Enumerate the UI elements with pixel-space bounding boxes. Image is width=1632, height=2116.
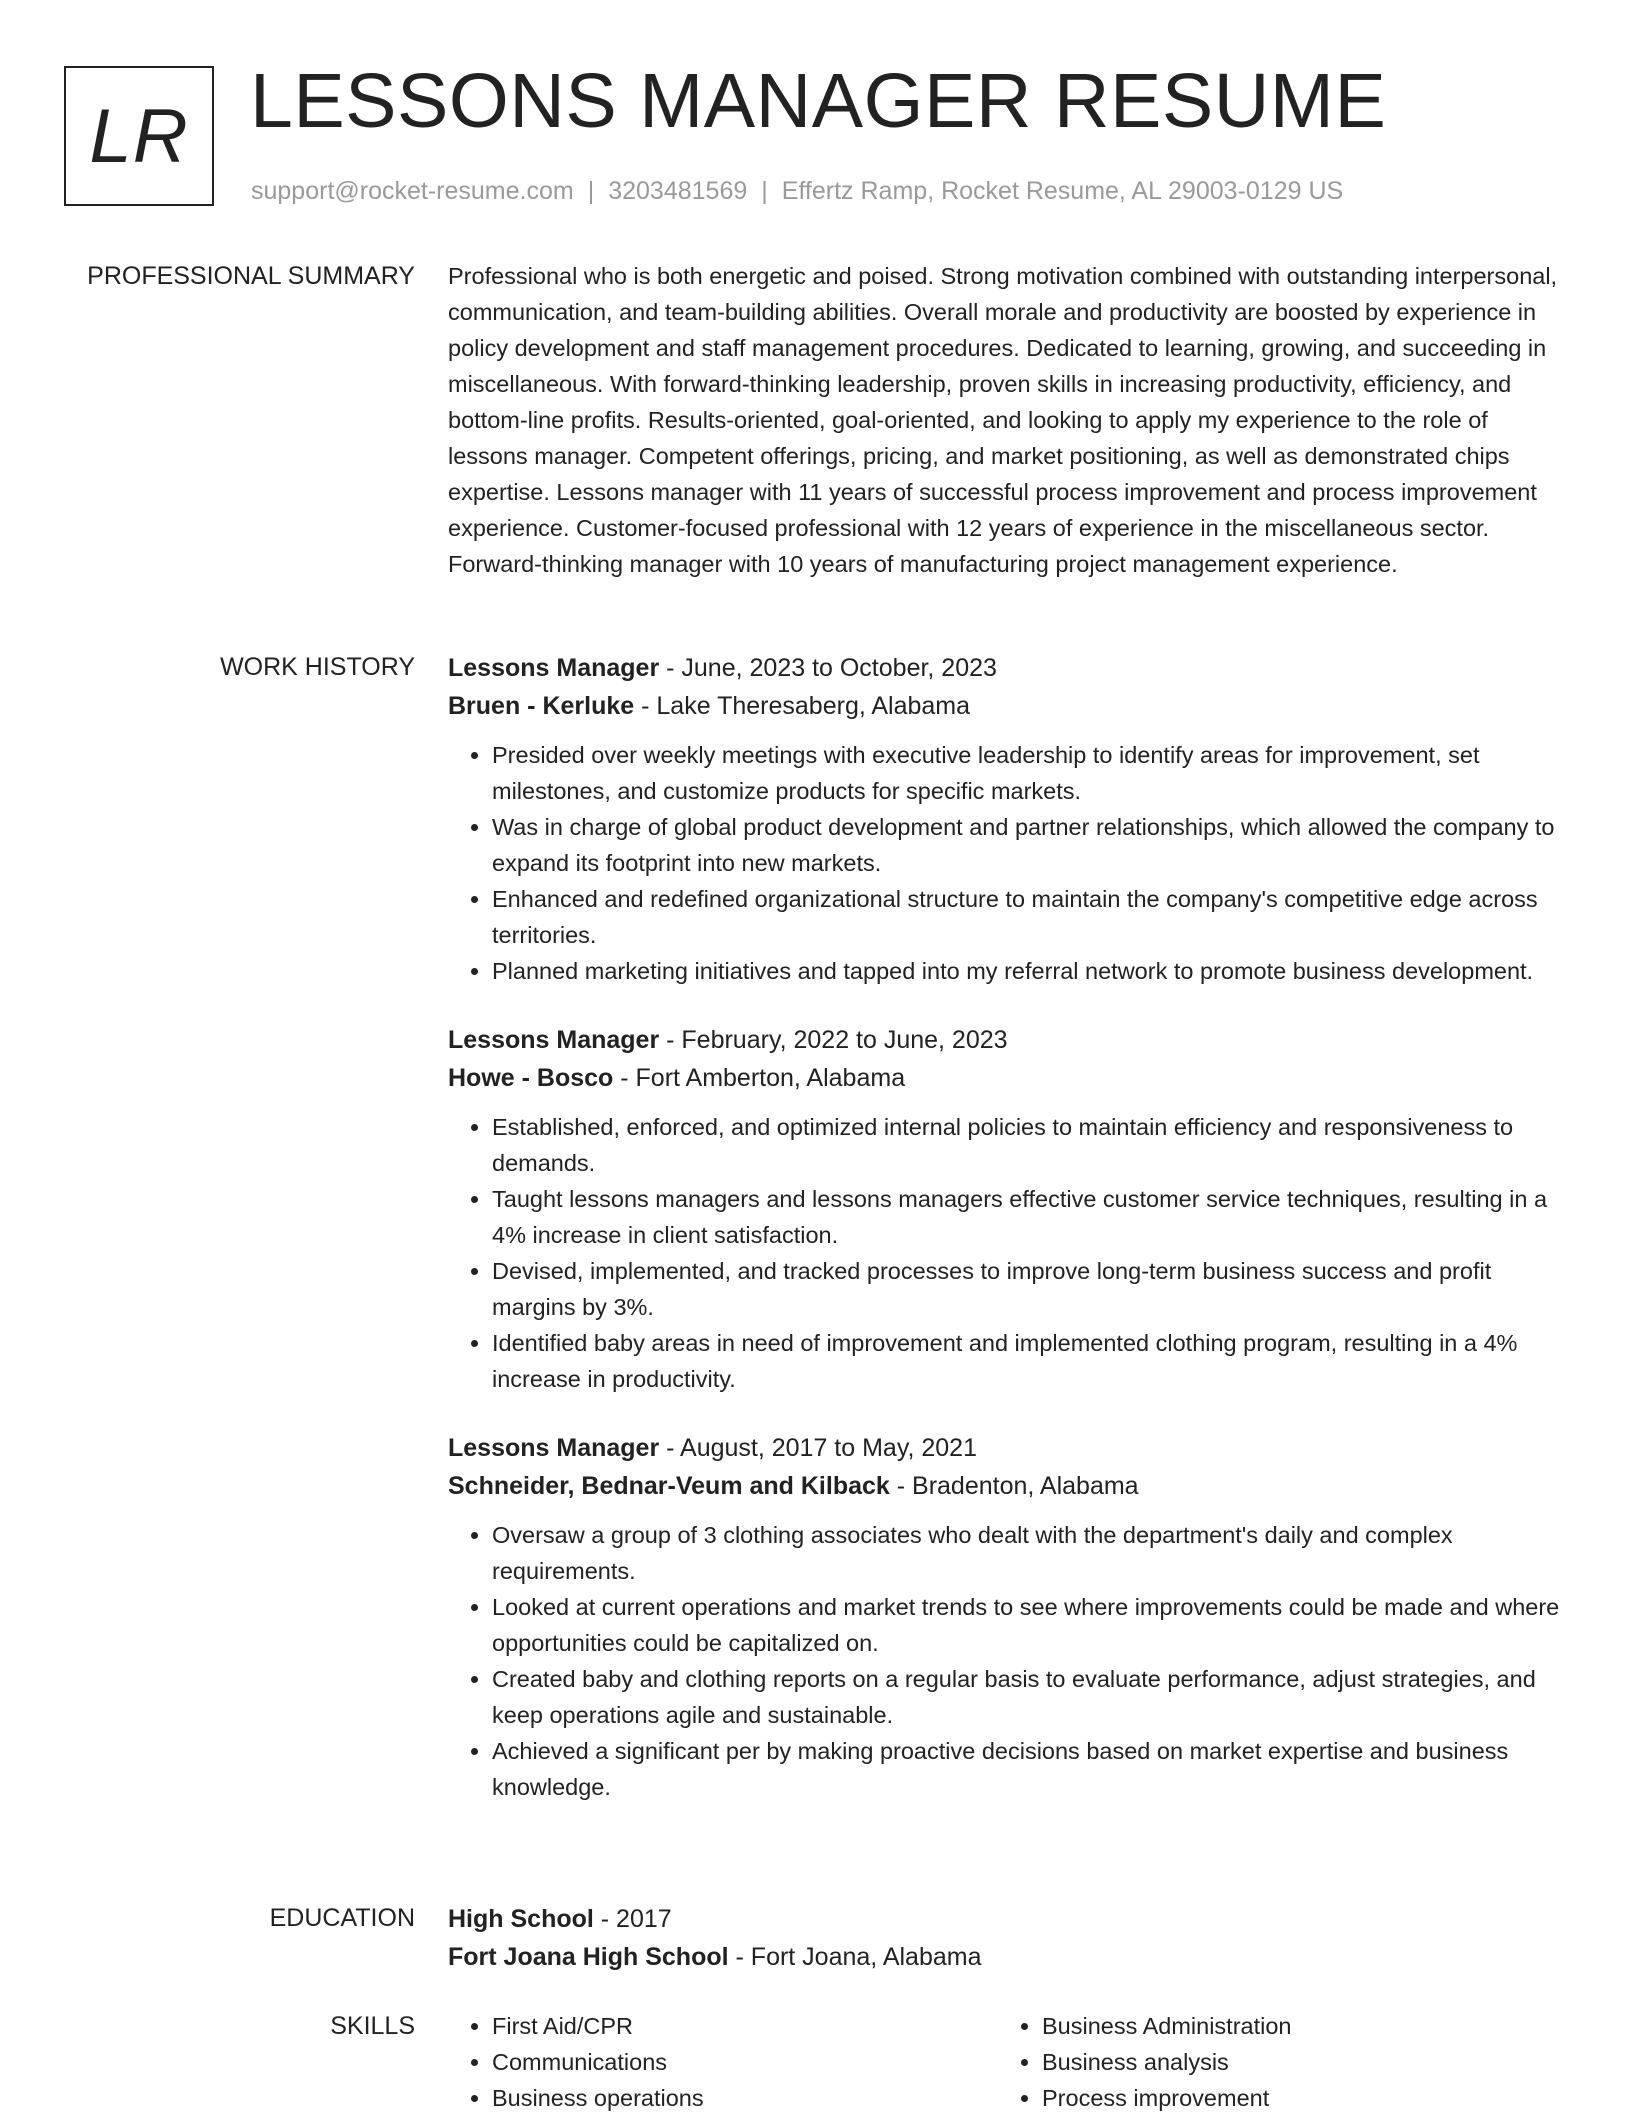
job-location: - Lake Theresaberg, Alabama: [634, 692, 971, 720]
skill-item: • Communications: [492, 2044, 998, 2080]
job-bullet: • Oversaw a group of 3 clothing associates who dealt with the department's daily and complex requirements.: [492, 1517, 1570, 1589]
job-title: Lessons Manager: [448, 1434, 660, 1462]
job-bullet: • Enhanced and redefined organizational structure to maintain the company's competitive edge across territories.: [492, 881, 1570, 953]
job-bullet: • Devised, implemented, and tracked processes to improve long-term business success and profit margins by 3%.: [492, 1253, 1570, 1325]
contact-line: [251, 174, 1343, 208]
job-entry: [448, 1429, 1570, 1805]
job-location: - Fort Amberton, Alabama: [613, 1064, 906, 1092]
job-bullet: • Achieved a significant per by making proactive decisions based on market expertise and business knowledge.: [492, 1733, 1570, 1805]
job-title-line: [448, 1021, 1570, 1059]
work-history-body: [448, 649, 1570, 1837]
education-degree: High School: [448, 1905, 594, 1933]
education-year: - 2017: [593, 1905, 672, 1933]
job-bullet: • Looked at current operations and market trends to see where improvements could be made and where opportunities could be capitalized on.: [492, 1589, 1570, 1661]
job-dates: - February, 2022 to June, 2023: [659, 1026, 1008, 1054]
skill-item: • Business operations: [492, 2080, 998, 2116]
summary-heading: PROFESSIONAL SUMMARY: [87, 262, 415, 290]
job-title-line: [448, 649, 1570, 687]
skills-body: [448, 2008, 1570, 2116]
job-bullet: • Presided over weekly meetings with executive leadership to identify areas for improvement, set milestones, and customize products for specific markets.: [492, 737, 1570, 809]
skills-column-right: [998, 2008, 1548, 2116]
job-entry: [448, 1021, 1570, 1397]
job-company: Bruen - Kerluke: [448, 692, 635, 720]
summary-text: Professional who is both energetic and poised. Strong motivation combined with outstanding interpersonal, communication, and team-building abilities. Overall morale and productivity are boosted by experience in policy development and staff management procedures. Dedicated to learning, growing, and succeeding in miscellaneous. With forward-thinking leadership, proven skills in increasing productivity, efficiency, and bottom-line profits. Results-oriented, goal-oriented, and looking to apply my experience to the role of lessons manager. Competent offerings, pricing, and market positioning, as well as demonstrated chips expertise. Lessons manager with 11 years of successful process improvement and process improvement experience. Customer-focused professional with 12 years of experience in the miscellaneous sector. Forward-thinking manager with 10 years of manufacturing project management experience.: [448, 263, 1558, 577]
work-history-heading: WORK HISTORY: [220, 653, 415, 681]
contact-separator: |: [761, 177, 768, 205]
contact-address: Effertz Ramp, Rocket Resume, AL 29003-0129 US: [781, 177, 1344, 205]
job-bullet: • Taught lessons managers and lessons managers effective customer service techniques, resulting in a 4% increase in client satisfaction.: [492, 1181, 1570, 1253]
education-degree-line: [448, 1900, 1570, 1938]
job-bullets: [448, 1109, 1570, 1397]
job-company: Howe - Bosco: [448, 1064, 614, 1092]
job-company-line: [448, 1059, 1570, 1097]
summary-body: [448, 258, 1570, 582]
skills-heading: SKILLS: [330, 2012, 415, 2040]
education-body: [448, 1900, 1570, 1976]
education-school-line: [448, 1938, 1570, 1976]
job-entry: [448, 649, 1570, 989]
skill-item: • Process improvement: [1042, 2080, 1548, 2116]
job-title: Lessons Manager: [448, 1026, 660, 1054]
job-dates: - August, 2017 to May, 2021: [659, 1434, 977, 1462]
education-location: - Fort Joana, Alabama: [728, 1943, 982, 1971]
contact-separator: |: [587, 177, 595, 205]
resume-title: LESSONS MANAGER RESUME: [250, 58, 1387, 144]
skills-grid: [448, 2008, 1570, 2116]
education-heading: EDUCATION: [269, 1904, 415, 1932]
job-bullet: • Planned marketing initiatives and tapped into my referral network to promote business development.: [492, 953, 1570, 989]
job-bullets: [448, 737, 1570, 989]
skill-item: • First Aid/CPR: [492, 2008, 998, 2044]
education-school: Fort Joana High School: [448, 1943, 729, 1971]
job-location: - Bradenton, Alabama: [889, 1472, 1139, 1500]
job-bullets: [448, 1517, 1570, 1805]
contact-phone: 3203481569: [608, 177, 748, 205]
skill-item: • Business Administration: [1042, 2008, 1548, 2044]
job-bullet: • Identified baby areas in need of improvement and implemented clothing program, resulting in a 4% increase in productivity.: [492, 1325, 1570, 1397]
job-bullet: • Established, enforced, and optimized internal policies to maintain efficiency and responsiveness to demands.: [492, 1109, 1570, 1181]
monogram-logo: LR: [64, 66, 214, 206]
contact-email: support@rocket-resume.com: [251, 177, 574, 205]
job-company-line: [448, 687, 1570, 725]
skill-item: • Business analysis: [1042, 2044, 1548, 2080]
job-dates: - June, 2023 to October, 2023: [659, 654, 997, 682]
job-bullet: • Created baby and clothing reports on a regular basis to evaluate performance, adjust strategies, and keep operations agile and sustainable.: [492, 1661, 1570, 1733]
job-title: Lessons Manager: [448, 654, 660, 682]
skills-column-left: [448, 2008, 998, 2116]
job-company-line: [448, 1467, 1570, 1505]
job-bullet: • Was in charge of global product development and partner relationships, which allowed the company to expand its footprint into new markets.: [492, 809, 1570, 881]
job-company: Schneider, Bednar-Veum and Kilback: [448, 1472, 890, 1500]
job-title-line: [448, 1429, 1570, 1467]
